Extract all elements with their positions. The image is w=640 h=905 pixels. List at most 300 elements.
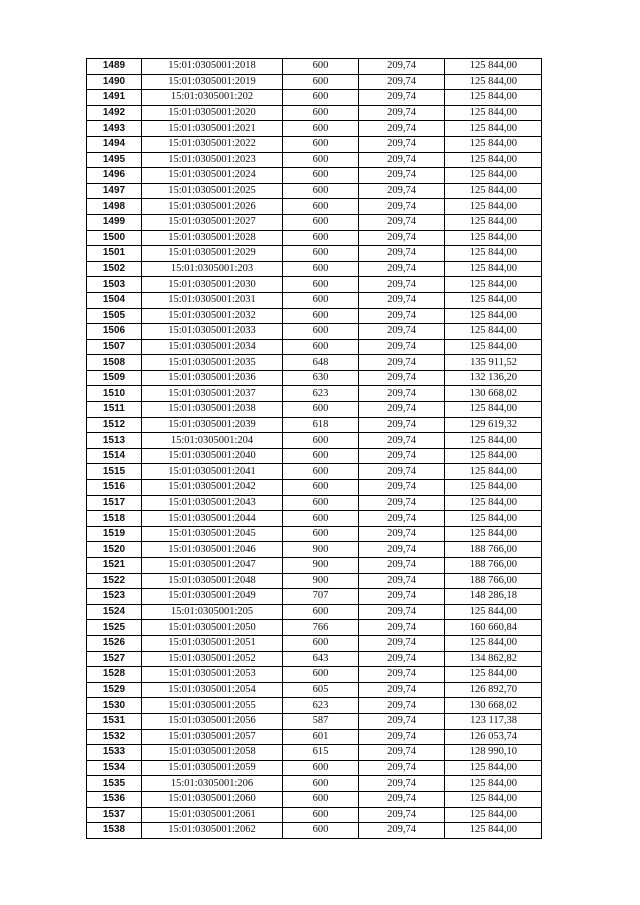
cost-cell: 125 844,00 — [445, 776, 542, 792]
area-cell: 600 — [283, 791, 359, 807]
cost-cell: 188 766,00 — [445, 558, 542, 574]
area-cell: 600 — [283, 90, 359, 106]
area-cell: 600 — [283, 152, 359, 168]
area-cell: 600 — [283, 230, 359, 246]
table-row — [87, 776, 542, 792]
cadastral-number-cell: 15:01:0305001:2038 — [142, 402, 283, 418]
cost-cell: 125 844,00 — [445, 121, 542, 137]
row-number-cell: 1515 — [87, 464, 142, 480]
row-number-cell: 1513 — [87, 433, 142, 449]
row-number-cell: 1525 — [87, 620, 142, 636]
rate-cell: 209,74 — [359, 292, 445, 308]
row-number-cell: 1519 — [87, 526, 142, 542]
table-row — [87, 604, 542, 620]
area-cell: 600 — [283, 168, 359, 184]
area-cell: 600 — [283, 604, 359, 620]
area-cell: 600 — [283, 776, 359, 792]
table-row — [87, 698, 542, 714]
cost-cell: 125 844,00 — [445, 90, 542, 106]
table-row — [87, 386, 542, 402]
cost-cell: 125 844,00 — [445, 324, 542, 340]
rate-cell: 209,74 — [359, 183, 445, 199]
cadastral-number-cell: 15:01:0305001:2051 — [142, 635, 283, 651]
land-plots-table — [86, 58, 542, 839]
cost-cell: 125 844,00 — [445, 136, 542, 152]
row-number-cell: 1506 — [87, 324, 142, 340]
cadastral-number-cell: 15:01:0305001:2043 — [142, 495, 283, 511]
row-number-cell: 1529 — [87, 682, 142, 698]
area-cell: 600 — [283, 199, 359, 215]
rate-cell: 209,74 — [359, 324, 445, 340]
area-cell: 900 — [283, 542, 359, 558]
rate-cell: 209,74 — [359, 542, 445, 558]
cadastral-number-cell: 15:01:0305001:2045 — [142, 526, 283, 542]
cadastral-number-cell: 15:01:0305001:2018 — [142, 59, 283, 75]
row-number-cell: 1517 — [87, 495, 142, 511]
area-cell: 600 — [283, 339, 359, 355]
cadastral-number-cell: 15:01:0305001:2024 — [142, 168, 283, 184]
table-row — [87, 74, 542, 90]
cadastral-number-cell: 15:01:0305001:2049 — [142, 589, 283, 605]
rate-cell: 209,74 — [359, 370, 445, 386]
table-row — [87, 355, 542, 371]
cadastral-number-cell: 15:01:0305001:206 — [142, 776, 283, 792]
cadastral-number-cell: 15:01:0305001:2050 — [142, 620, 283, 636]
row-number-cell: 1492 — [87, 105, 142, 121]
rate-cell: 209,74 — [359, 823, 445, 839]
cost-cell: 188 766,00 — [445, 573, 542, 589]
area-cell: 600 — [283, 183, 359, 199]
row-number-cell: 1526 — [87, 635, 142, 651]
row-number-cell: 1497 — [87, 183, 142, 199]
row-number-cell: 1521 — [87, 558, 142, 574]
cost-cell: 125 844,00 — [445, 277, 542, 293]
row-number-cell: 1502 — [87, 261, 142, 277]
cost-cell: 126 053,74 — [445, 729, 542, 745]
cadastral-number-cell: 15:01:0305001:2061 — [142, 807, 283, 823]
rate-cell: 209,74 — [359, 776, 445, 792]
table-row — [87, 729, 542, 745]
table-row — [87, 370, 542, 386]
cadastral-number-cell: 15:01:0305001:2060 — [142, 791, 283, 807]
cadastral-number-cell: 15:01:0305001:2062 — [142, 823, 283, 839]
cost-cell: 126 892,70 — [445, 682, 542, 698]
table-row — [87, 308, 542, 324]
cost-cell: 130 668,02 — [445, 386, 542, 402]
area-cell: 600 — [283, 433, 359, 449]
row-number-cell: 1500 — [87, 230, 142, 246]
rate-cell: 209,74 — [359, 105, 445, 121]
cost-cell: 125 844,00 — [445, 59, 542, 75]
area-cell: 600 — [283, 464, 359, 480]
area-cell: 600 — [283, 74, 359, 90]
area-cell: 600 — [283, 324, 359, 340]
cost-cell: 135 911,52 — [445, 355, 542, 371]
row-number-cell: 1531 — [87, 713, 142, 729]
rate-cell: 209,74 — [359, 386, 445, 402]
cadastral-number-cell: 15:01:0305001:2025 — [142, 183, 283, 199]
area-cell: 600 — [283, 511, 359, 527]
table-row — [87, 105, 542, 121]
table-body — [87, 59, 542, 839]
cadastral-number-cell: 15:01:0305001:2026 — [142, 199, 283, 215]
table-row — [87, 121, 542, 137]
cost-cell: 125 844,00 — [445, 261, 542, 277]
rate-cell: 209,74 — [359, 417, 445, 433]
cadastral-number-cell: 15:01:0305001:203 — [142, 261, 283, 277]
row-number-cell: 1533 — [87, 745, 142, 761]
rate-cell: 209,74 — [359, 214, 445, 230]
cadastral-number-cell: 15:01:0305001:2042 — [142, 480, 283, 496]
rate-cell: 209,74 — [359, 526, 445, 542]
cost-cell: 125 844,00 — [445, 760, 542, 776]
row-number-cell: 1512 — [87, 417, 142, 433]
row-number-cell: 1493 — [87, 121, 142, 137]
table-row — [87, 745, 542, 761]
cadastral-number-cell: 15:01:0305001:2046 — [142, 542, 283, 558]
cadastral-number-cell: 15:01:0305001:2057 — [142, 729, 283, 745]
table-row — [87, 152, 542, 168]
area-cell: 615 — [283, 745, 359, 761]
table-row — [87, 402, 542, 418]
rate-cell: 209,74 — [359, 464, 445, 480]
cost-cell: 125 844,00 — [445, 230, 542, 246]
cost-cell: 188 766,00 — [445, 542, 542, 558]
cadastral-number-cell: 15:01:0305001:2047 — [142, 558, 283, 574]
rate-cell: 209,74 — [359, 230, 445, 246]
cadastral-number-cell: 15:01:0305001:2036 — [142, 370, 283, 386]
table-row — [87, 682, 542, 698]
table-row — [87, 651, 542, 667]
row-number-cell: 1537 — [87, 807, 142, 823]
rate-cell: 209,74 — [359, 713, 445, 729]
area-cell: 630 — [283, 370, 359, 386]
rate-cell: 209,74 — [359, 698, 445, 714]
rate-cell: 209,74 — [359, 807, 445, 823]
table-row — [87, 261, 542, 277]
row-number-cell: 1505 — [87, 308, 142, 324]
cost-cell: 125 844,00 — [445, 807, 542, 823]
cadastral-number-cell: 15:01:0305001:2029 — [142, 246, 283, 262]
row-number-cell: 1524 — [87, 604, 142, 620]
rate-cell: 209,74 — [359, 589, 445, 605]
area-cell: 623 — [283, 698, 359, 714]
cadastral-number-cell: 15:01:0305001:2039 — [142, 417, 283, 433]
rate-cell: 209,74 — [359, 558, 445, 574]
cost-cell: 125 844,00 — [445, 74, 542, 90]
area-cell: 900 — [283, 558, 359, 574]
area-cell: 623 — [283, 386, 359, 402]
rate-cell: 209,74 — [359, 495, 445, 511]
row-number-cell: 1530 — [87, 698, 142, 714]
area-cell: 648 — [283, 355, 359, 371]
cadastral-number-cell: 15:01:0305001:2059 — [142, 760, 283, 776]
cost-cell: 123 117,38 — [445, 713, 542, 729]
rate-cell: 209,74 — [359, 448, 445, 464]
row-number-cell: 1522 — [87, 573, 142, 589]
table-row — [87, 433, 542, 449]
rate-cell: 209,74 — [359, 620, 445, 636]
cadastral-number-cell: 15:01:0305001:2056 — [142, 713, 283, 729]
rate-cell: 209,74 — [359, 74, 445, 90]
rate-cell: 209,74 — [359, 261, 445, 277]
area-cell: 618 — [283, 417, 359, 433]
table-row — [87, 573, 542, 589]
row-number-cell: 1523 — [87, 589, 142, 605]
table-row — [87, 448, 542, 464]
cadastral-number-cell: 15:01:0305001:204 — [142, 433, 283, 449]
row-number-cell: 1538 — [87, 823, 142, 839]
area-cell: 600 — [283, 760, 359, 776]
cost-cell: 125 844,00 — [445, 667, 542, 683]
rate-cell: 209,74 — [359, 246, 445, 262]
row-number-cell: 1516 — [87, 480, 142, 496]
cadastral-number-cell: 15:01:0305001:2055 — [142, 698, 283, 714]
cadastral-number-cell: 15:01:0305001:2028 — [142, 230, 283, 246]
table-row — [87, 59, 542, 75]
cadastral-number-cell: 15:01:0305001:2032 — [142, 308, 283, 324]
row-number-cell: 1503 — [87, 277, 142, 293]
rate-cell: 209,74 — [359, 745, 445, 761]
table-row — [87, 136, 542, 152]
area-cell: 600 — [283, 277, 359, 293]
cost-cell: 125 844,00 — [445, 464, 542, 480]
row-number-cell: 1527 — [87, 651, 142, 667]
table-row — [87, 168, 542, 184]
cadastral-number-cell: 15:01:0305001:202 — [142, 90, 283, 106]
cost-cell: 125 844,00 — [445, 791, 542, 807]
cost-cell: 125 844,00 — [445, 183, 542, 199]
cost-cell: 125 844,00 — [445, 511, 542, 527]
cost-cell: 125 844,00 — [445, 168, 542, 184]
cost-cell: 125 844,00 — [445, 152, 542, 168]
cost-cell: 125 844,00 — [445, 199, 542, 215]
row-number-cell: 1518 — [87, 511, 142, 527]
cadastral-number-cell: 15:01:0305001:2023 — [142, 152, 283, 168]
row-number-cell: 1491 — [87, 90, 142, 106]
rate-cell: 209,74 — [359, 277, 445, 293]
row-number-cell: 1501 — [87, 246, 142, 262]
table-row — [87, 480, 542, 496]
table-row — [87, 558, 542, 574]
cadastral-number-cell: 15:01:0305001:205 — [142, 604, 283, 620]
rate-cell: 209,74 — [359, 760, 445, 776]
cadastral-number-cell: 15:01:0305001:2054 — [142, 682, 283, 698]
cadastral-number-cell: 15:01:0305001:2034 — [142, 339, 283, 355]
row-number-cell: 1510 — [87, 386, 142, 402]
table-row — [87, 760, 542, 776]
row-number-cell: 1528 — [87, 667, 142, 683]
cost-cell: 148 286,18 — [445, 589, 542, 605]
cadastral-number-cell: 15:01:0305001:2044 — [142, 511, 283, 527]
area-cell: 600 — [283, 495, 359, 511]
rate-cell: 209,74 — [359, 573, 445, 589]
area-cell: 600 — [283, 292, 359, 308]
cadastral-number-cell: 15:01:0305001:2052 — [142, 651, 283, 667]
cadastral-number-cell: 15:01:0305001:2022 — [142, 136, 283, 152]
area-cell: 900 — [283, 573, 359, 589]
area-cell: 600 — [283, 214, 359, 230]
table-row — [87, 183, 542, 199]
table-row — [87, 823, 542, 839]
cost-cell: 125 844,00 — [445, 308, 542, 324]
area-cell: 600 — [283, 448, 359, 464]
rate-cell: 209,74 — [359, 121, 445, 137]
area-cell: 600 — [283, 105, 359, 121]
cost-cell: 125 844,00 — [445, 604, 542, 620]
row-number-cell: 1489 — [87, 59, 142, 75]
area-cell: 600 — [283, 136, 359, 152]
table-row — [87, 511, 542, 527]
area-cell: 600 — [283, 121, 359, 137]
row-number-cell: 1534 — [87, 760, 142, 776]
cadastral-number-cell: 15:01:0305001:2027 — [142, 214, 283, 230]
table-row — [87, 464, 542, 480]
area-cell: 707 — [283, 589, 359, 605]
rate-cell: 209,74 — [359, 651, 445, 667]
row-number-cell: 1532 — [87, 729, 142, 745]
table-row — [87, 667, 542, 683]
cost-cell: 160 660,84 — [445, 620, 542, 636]
rate-cell: 209,74 — [359, 339, 445, 355]
area-cell: 600 — [283, 246, 359, 262]
cost-cell: 125 844,00 — [445, 214, 542, 230]
cadastral-number-cell: 15:01:0305001:2041 — [142, 464, 283, 480]
row-number-cell: 1536 — [87, 791, 142, 807]
cost-cell: 125 844,00 — [445, 448, 542, 464]
area-cell: 600 — [283, 823, 359, 839]
cadastral-number-cell: 15:01:0305001:2020 — [142, 105, 283, 121]
row-number-cell: 1498 — [87, 199, 142, 215]
cadastral-number-cell: 15:01:0305001:2058 — [142, 745, 283, 761]
rate-cell: 209,74 — [359, 635, 445, 651]
rate-cell: 209,74 — [359, 308, 445, 324]
area-cell: 601 — [283, 729, 359, 745]
cost-cell: 125 844,00 — [445, 339, 542, 355]
area-cell: 766 — [283, 620, 359, 636]
table-row — [87, 277, 542, 293]
area-cell: 600 — [283, 261, 359, 277]
row-number-cell: 1514 — [87, 448, 142, 464]
table-row — [87, 417, 542, 433]
area-cell: 600 — [283, 402, 359, 418]
cost-cell: 125 844,00 — [445, 402, 542, 418]
table-row — [87, 495, 542, 511]
rate-cell: 209,74 — [359, 402, 445, 418]
rate-cell: 209,74 — [359, 90, 445, 106]
cost-cell: 134 862,82 — [445, 651, 542, 667]
table-row — [87, 542, 542, 558]
area-cell: 643 — [283, 651, 359, 667]
cadastral-number-cell: 15:01:0305001:2033 — [142, 324, 283, 340]
table-row — [87, 214, 542, 230]
rate-cell: 209,74 — [359, 168, 445, 184]
table-row — [87, 713, 542, 729]
cost-cell: 125 844,00 — [445, 105, 542, 121]
table-row — [87, 246, 542, 262]
cadastral-number-cell: 15:01:0305001:2021 — [142, 121, 283, 137]
rate-cell: 209,74 — [359, 791, 445, 807]
table-row — [87, 90, 542, 106]
row-number-cell: 1508 — [87, 355, 142, 371]
table-row — [87, 292, 542, 308]
rate-cell: 209,74 — [359, 480, 445, 496]
rate-cell: 209,74 — [359, 433, 445, 449]
cadastral-number-cell: 15:01:0305001:2048 — [142, 573, 283, 589]
area-cell: 600 — [283, 480, 359, 496]
cost-cell: 129 619,32 — [445, 417, 542, 433]
rate-cell: 209,74 — [359, 511, 445, 527]
table-row — [87, 324, 542, 340]
table-row — [87, 791, 542, 807]
cost-cell: 128 990,10 — [445, 745, 542, 761]
area-cell: 600 — [283, 526, 359, 542]
cadastral-number-cell: 15:01:0305001:2019 — [142, 74, 283, 90]
cadastral-number-cell: 15:01:0305001:2030 — [142, 277, 283, 293]
table-row — [87, 620, 542, 636]
rate-cell: 209,74 — [359, 152, 445, 168]
rate-cell: 209,74 — [359, 199, 445, 215]
table-row — [87, 807, 542, 823]
cadastral-number-cell: 15:01:0305001:2040 — [142, 448, 283, 464]
cost-cell: 125 844,00 — [445, 635, 542, 651]
table-row — [87, 339, 542, 355]
table-row — [87, 526, 542, 542]
row-number-cell: 1520 — [87, 542, 142, 558]
cadastral-number-cell: 15:01:0305001:2037 — [142, 386, 283, 402]
cost-cell: 125 844,00 — [445, 433, 542, 449]
row-number-cell: 1511 — [87, 402, 142, 418]
table-row — [87, 589, 542, 605]
cadastral-number-cell: 15:01:0305001:2053 — [142, 667, 283, 683]
cadastral-number-cell: 15:01:0305001:2035 — [142, 355, 283, 371]
rate-cell: 209,74 — [359, 729, 445, 745]
table-row — [87, 199, 542, 215]
area-cell: 605 — [283, 682, 359, 698]
table-row — [87, 230, 542, 246]
cost-cell: 125 844,00 — [445, 292, 542, 308]
rate-cell: 209,74 — [359, 604, 445, 620]
cost-cell: 125 844,00 — [445, 246, 542, 262]
cost-cell: 132 136,20 — [445, 370, 542, 386]
cost-cell: 125 844,00 — [445, 526, 542, 542]
area-cell: 600 — [283, 807, 359, 823]
area-cell: 600 — [283, 635, 359, 651]
cost-cell: 125 844,00 — [445, 480, 542, 496]
row-number-cell: 1535 — [87, 776, 142, 792]
area-cell: 587 — [283, 713, 359, 729]
rate-cell: 209,74 — [359, 136, 445, 152]
rate-cell: 209,74 — [359, 682, 445, 698]
cost-cell: 125 844,00 — [445, 495, 542, 511]
area-cell: 600 — [283, 59, 359, 75]
row-number-cell: 1490 — [87, 74, 142, 90]
row-number-cell: 1509 — [87, 370, 142, 386]
table-row — [87, 635, 542, 651]
row-number-cell: 1495 — [87, 152, 142, 168]
rate-cell: 209,74 — [359, 59, 445, 75]
row-number-cell: 1494 — [87, 136, 142, 152]
row-number-cell: 1507 — [87, 339, 142, 355]
cadastral-number-cell: 15:01:0305001:2031 — [142, 292, 283, 308]
cost-cell: 130 668,02 — [445, 698, 542, 714]
area-cell: 600 — [283, 667, 359, 683]
row-number-cell: 1499 — [87, 214, 142, 230]
row-number-cell: 1504 — [87, 292, 142, 308]
cost-cell: 125 844,00 — [445, 823, 542, 839]
row-number-cell: 1496 — [87, 168, 142, 184]
area-cell: 600 — [283, 308, 359, 324]
